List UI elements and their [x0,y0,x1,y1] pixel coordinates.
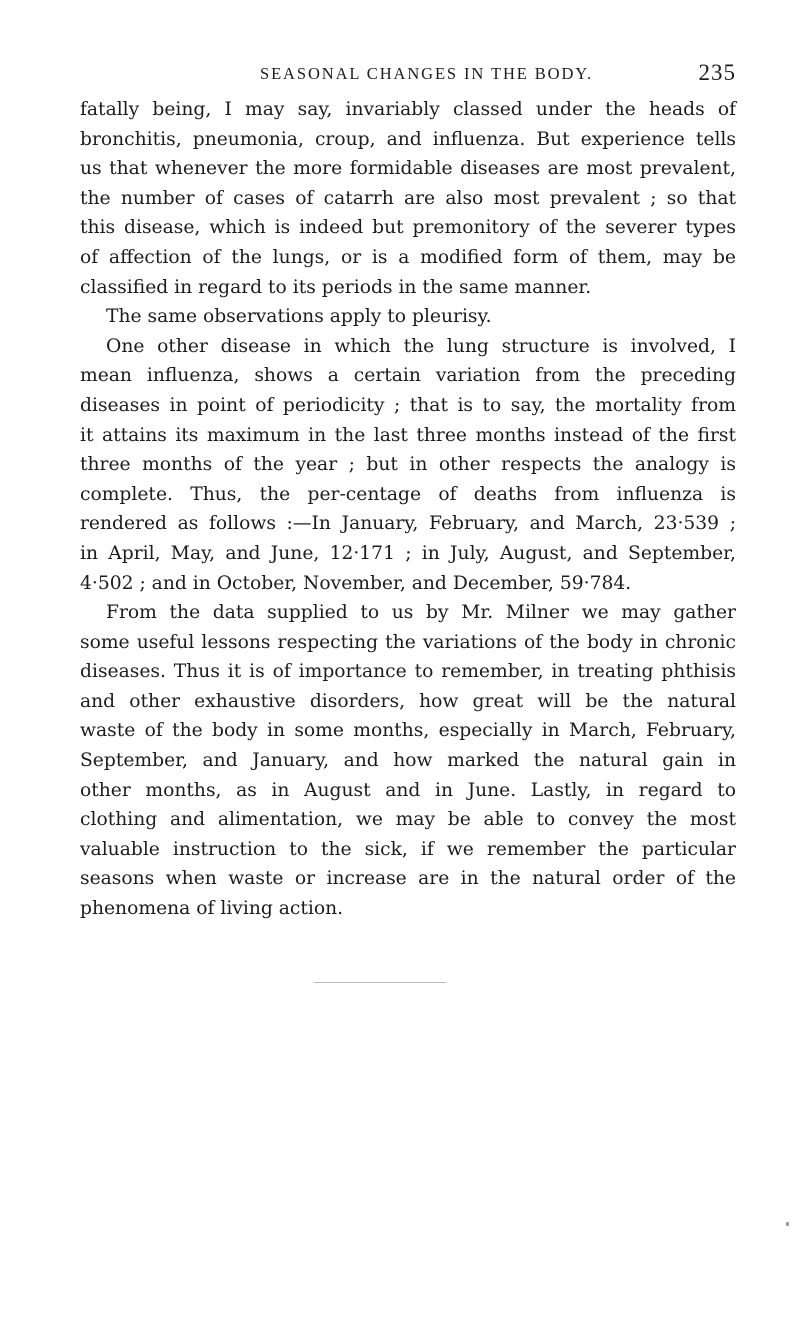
text-line: mean influenza, shows a certain variation from the preceding [80,365,736,387]
text-line: three months of the year ; but in other respects the analogy is [80,454,736,476]
body-text [80,95,736,924]
text-line: rendered as follows :—In January, February, and March, 23·539 ; [80,513,736,535]
section-divider [314,982,446,983]
text-line: it attains its maximum in the last three months instead of the first [80,424,736,446]
text-line: seasons when waste or increase are in the natural order of the [80,868,736,890]
paragraph-start-line: The same observations apply to pleurisy. [106,306,492,328]
text-line: us that whenever the more formidable diseases are most prevalent, [80,158,736,180]
text-line: complete. Thus, the per-centage of deaths from influenza is [80,483,736,505]
text-line: September, and January, and how marked the natural gain in [80,750,736,772]
text-line: valuable instruction to the sick, if we remember the particular [80,838,736,860]
paragraph-start-line: One other disease in which the lung structure is involved, I [106,335,736,357]
text-line: 4·502 ; and in October, November, and December, 59·784. [80,572,632,594]
text-line: phenomena of living action. [80,898,344,920]
running-title: SEASONAL CHANGES IN THE BODY. [260,64,594,83]
text-line: other months, as in August and in June. Lastly, in regard to [80,779,736,801]
paragraph-start-line: From the data supplied to us by Mr. Milner we may gather [106,602,736,624]
text-line: classified in regard to its periods in the same manner. [80,276,592,298]
text-line: clothing and alimentation, we may be able to convey the most [80,809,736,831]
text-line: and other exhaustive disorders, how great will be the natural [80,690,736,712]
text-line: some useful lessons respecting the variations of the body in chronic [80,631,736,653]
print-speck [786,1222,789,1226]
text-line: bronchitis, pneumonia, croup, and influenza. But experience tells [80,128,736,150]
page-number: 235 [698,60,736,85]
text-line: fatally being, I may say, invariably classed under the heads of [80,99,736,120]
text-line: of affection of the lungs, or is a modified form of them, may be [80,246,736,268]
text-line: waste of the body in some months, especially in March, February, [80,720,736,742]
text-line: diseases in point of periodicity ; that is to say, the mortality from [80,394,736,416]
text-line: in April, May, and June, 12·171 ; in July, August, and September, [80,542,736,564]
running-head [80,60,736,88]
text-line: the number of cases of catarrh are also most prevalent ; so that [80,187,736,209]
text-line: diseases. Thus it is of importance to remember, in treating phthisis [80,661,736,683]
text-line: this disease, which is indeed but premonitory of the severer types [80,217,736,239]
